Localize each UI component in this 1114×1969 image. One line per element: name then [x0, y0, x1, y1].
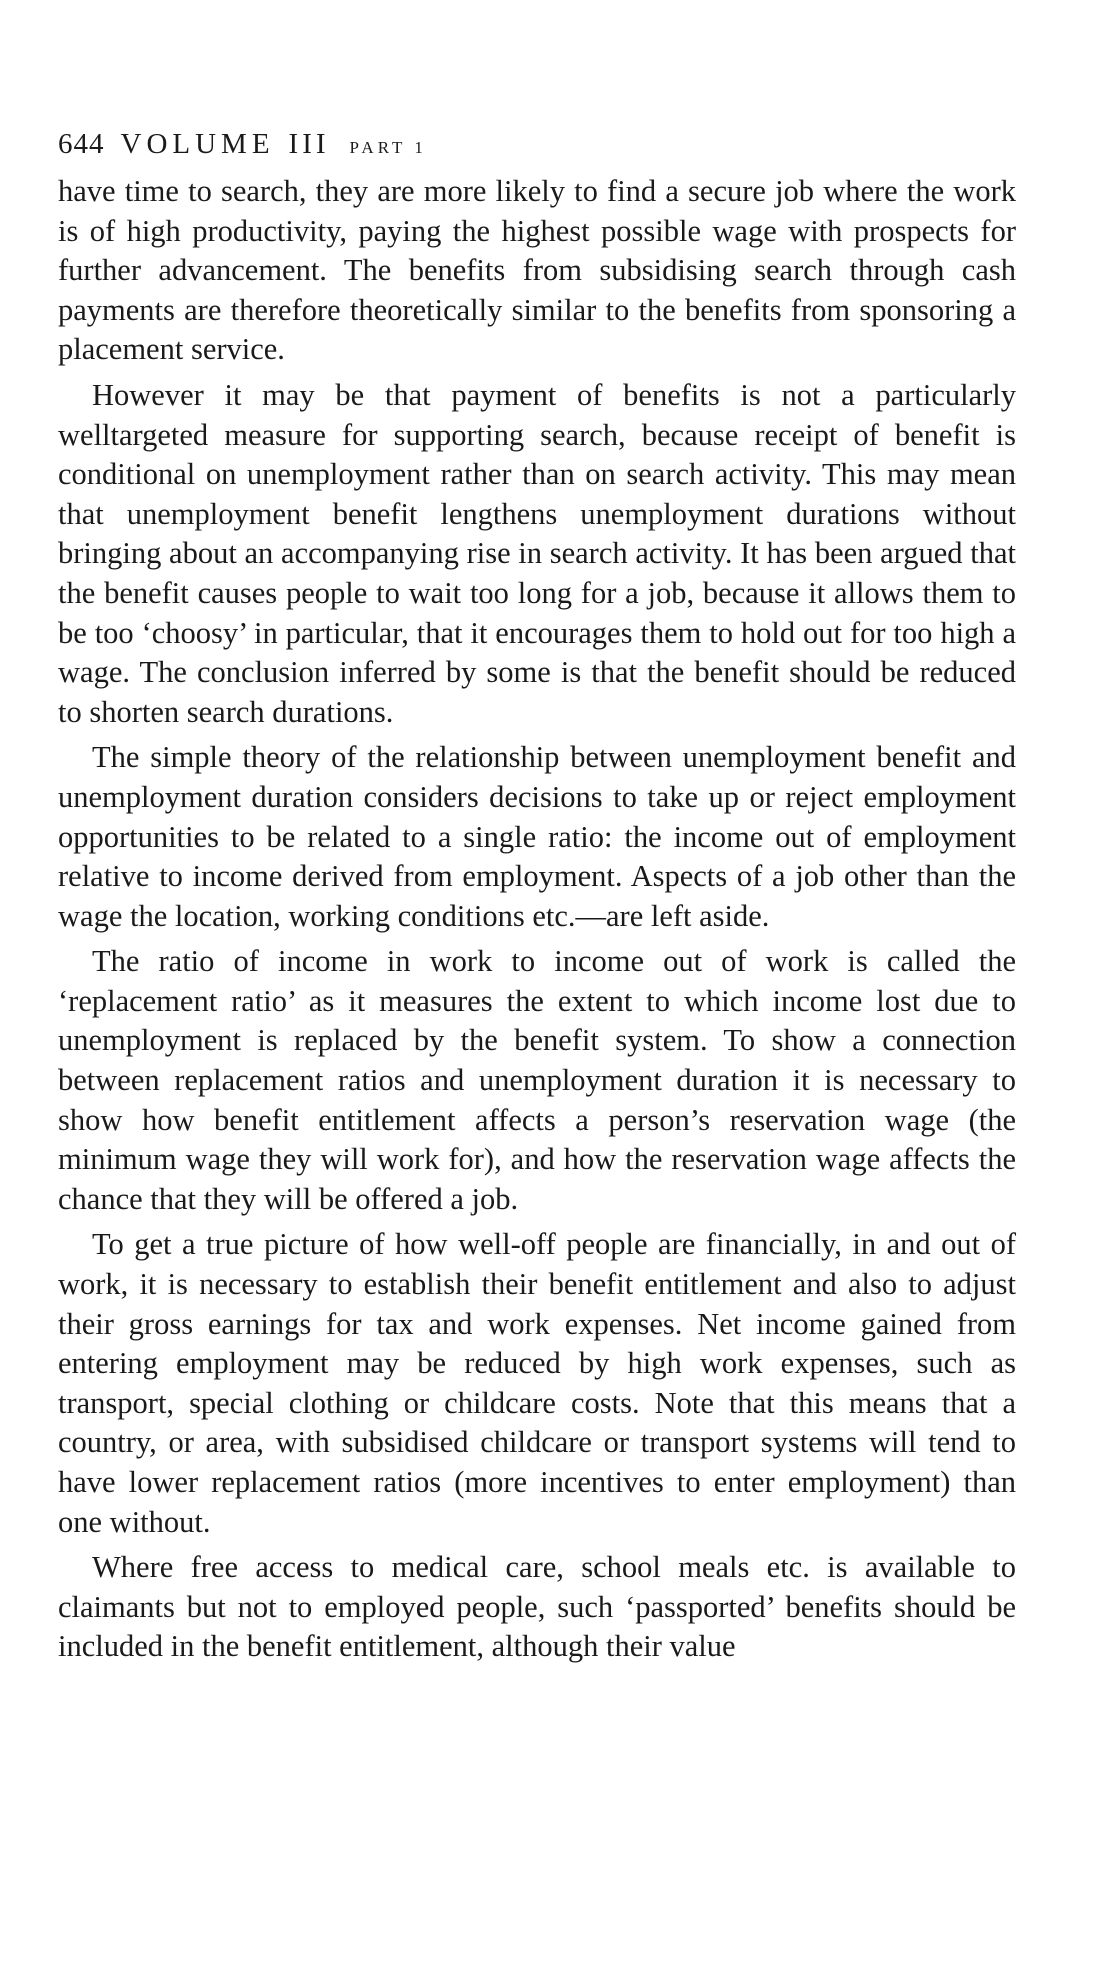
volume-label: VOLUME [120, 128, 275, 160]
page-number: 644 [58, 128, 105, 160]
paragraph-continued: have time to search, they are more likely to find a secure job where the work is of high productivity, paying the highest possible wage with prospects for further advancement. The benefits from subsidising search through cash payments are therefore theoretically similar to the benefits from sponsoring a placement service. [58, 174, 1016, 367]
volume-number: III [288, 128, 330, 160]
running-head [58, 124, 1016, 164]
paragraph-benefit-targeting: However it may be that payment of benefits is not a particularly welltargeted measure for supporting search, because receipt of benefit is conditional on unemployment rather than on search activity. This may mean that unemployment benefit lengthens unemployment durations without bringing about an accompanying rise in search activity. It has been argued that the benefit causes people to wait too long for a job, because it allows them to be too ‘choosy’ in particular, that it encourages them to hold out for too high a wage. The conclusion inferred by some is that the benefit should be reduced to shorten search durations. [58, 377, 1016, 729]
part-label: PART 1 [349, 138, 427, 157]
paragraph-passported-benefits: Where free access to medical care, school meals etc. is available to claimants but not to employed people, such ‘passported’ benefits should be included in the benefit entitlement, although their value [58, 1550, 1016, 1664]
paragraph-net-income: To get a true picture of how well-off people are financially, in and out of work, it is necessary to establish their benefit entitlement and also to adjust their gross earnings for tax and work expenses. Net income gained from entering employment may be reduced by high work expenses, such as transport, special clothing or childcare costs. Note that this means that a country, or area, with subsidised childcare or transport systems will tend to have lower replacement ratios (more incentives to enter employment) than one without. [58, 1227, 1016, 1539]
book-page [58, 124, 1016, 1667]
paragraph-simple-theory: The simple theory of the relationship between unemployment benefit and unemployment duration considers decisions to take up or reject employment opportunities to be related to a single ratio: the income out of employment relative to income derived from employment. Aspects of a job other than the wage the location, working conditions etc.—are left aside. [58, 740, 1016, 933]
paragraph-replacement-ratio: The ratio of income in work to income out of work is called the ‘replacement ratio’ as it measures the extent to which income lost due to unemployment is replaced by the benefit system. To show a connection between replacement ratios and unemployment duration it is necessary to show how benefit entitlement affects a person’s reservation wage (the minimum wage they will work for), and how the reservation wage affects the chance that they will be offered a job. [58, 944, 1016, 1216]
